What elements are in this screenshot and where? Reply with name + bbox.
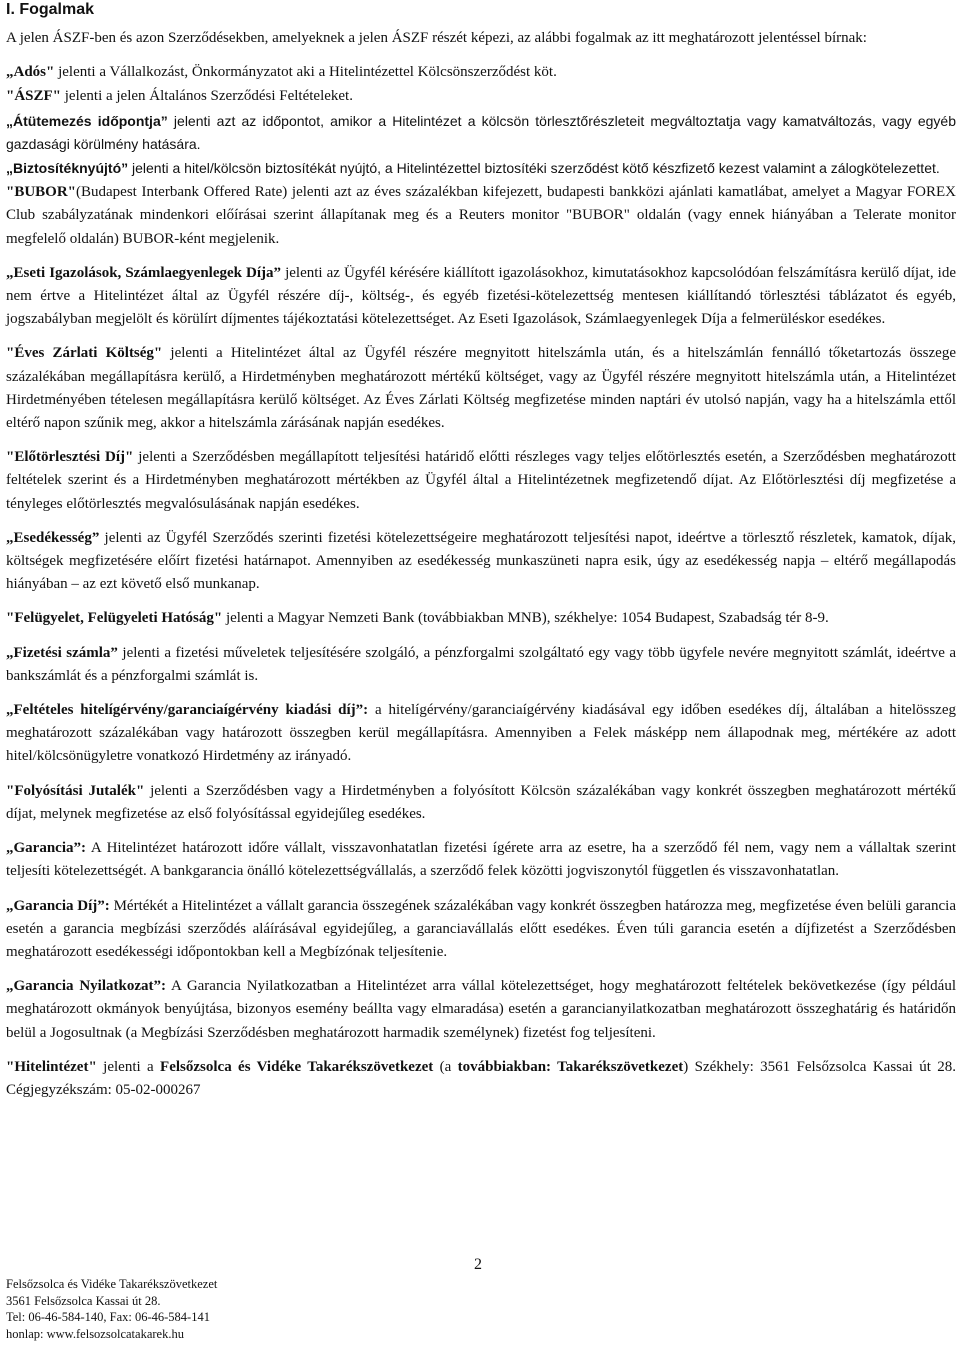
definition-term: „Átütemezés időpontja” [6,112,168,129]
definition-text: (a [433,1058,458,1075]
definition-text: jelenti a Vállalkozást, Önkormányzatot aki a Hitelintézettel Kölcsönszerződést köt. [54,64,557,81]
definition-eves [6,342,956,435]
definition-intro [6,27,956,50]
definition-term: "Éves Zárlati Költség" [6,345,163,362]
definition-term: „Biztosítéknyújtó” [6,160,129,177]
definition-hitelintezet [6,1056,956,1102]
definition-term: továbbiakban: Takarékszövetkezet [457,1058,684,1075]
definition-biztositeknyujto [6,157,956,180]
definition-text: A Hitelintézet határozott időre vállalt, visszavonhatatlan fizetési ígérete arra az esetre, ha a szerződő fél nem, vagy nem a vállaltak szerint teljesíti kötelezettségét. A bankgarancia önálló kötelezettségvállalás, a szerződő felek közötti jogviszonytól független és visszavonhatatlan. [6,840,956,880]
definition-text: jelenti a Magyar Nemzeti Bank (továbbiakban MNB), székhelye: 1054 Budapest, Szabadság tér 8-9. [222,610,829,627]
footer [6,1276,217,1342]
definitions-body [6,27,956,1113]
section-heading: I. Fogalmak [6,1,95,18]
definition-text: jelenti a [96,1058,161,1075]
definition-term: "ÁSZF" [6,88,61,105]
definition-term: Felsőzsolca és Vidéke Takarékszövetkezet [160,1058,434,1075]
definition-text: jelenti az Ügyfél kérésére kiállított igazolásokhoz, kimutatásokhoz kapcsolódóan felszámításra kerülő díjat, ide nem értve a Hitelintézet által az Ügyfél részére díj-, költség-, és egyéb fizetési-kötelezettség mentesen kiállítandó törlesztési táblázatot és egyéb, jogszabályban megjelölt és körülírt díjmentes tájékoztatási kötelezettséget. Az Eseti Igazolások, Számlaegyenlegek Díja a felmerüléskor esedékes. [6,264,956,328]
definition-elotorlesztesi [6,446,956,516]
definition-term: „Fizetési számla” [6,644,118,661]
definition-text: ) Székhely: 3561 Felsőzsolca Kassai út 28. Cégjegyzékszám: 05-02-000267 [6,1058,956,1098]
definition-garancia-nyilatkozat [6,975,956,1045]
definition-term: „Feltételes hitelígérvény/garanciaígérvény kiadási díj”: [6,702,369,719]
definition-text: jelenti a fizetési műveletek teljesítésére szolgáló, a pénzforgalmi szolgáltató egy vagy több ügyfele nevére megnyitott számlát, ideértve a bankszámlát és a pénzforgalmi számlát is. [6,644,956,684]
definition-text: jelenti azt az időpontot, amikor a Hitelintézet a kölcsön törlesztőrészleteit megváltoztatja vagy kamatváltozás, vagy egyéb gazdasági körülmény hatására. [6,112,956,152]
definition-garancia-dij [6,895,956,965]
definition-garancia [6,837,956,883]
definition-felteteles [6,699,956,769]
definition-text: jelenti a Szerződésben megállapított teljesítési határidő előtti részleges vagy teljes előtörlesztés esetén, a Szerződésben meghatározott feltételek szerint és a Hirdetményben meghatározott mértékben az Ügyfél által a Hitelintézetnek megfizetendő díjat. Az Előtörlesztési díj megfizetése a tényleges előtörlesztés megvalósulásának napján esedékes. [6,449,956,512]
definition-term: "Felügyelet, Felügyeleti Hatóság" [6,610,223,627]
definition-text: jelenti az Ügyfél Szerződés szerinti fizetési kötelezettségeire meghatározott teljesítési napot, ideértve a törlesztő részletek, kamatok, díjak, költségek megfizetésére előírt fizetési határnapot. Amennyiben az esedékesség munkaszüneti napra esik, úgy az esedékesség napja – eltérő megállapodás hiányában – az ezt követő első munkanap. [6,529,956,593]
definition-text: jelenti a Hitelintézet által az Ügyfél részére megnyitott hitelszámla után, és a hitelszámlán fennálló tőketartozás összege százalékában megállapításra kerülő, a Hirdetményben meghatározott mértékű költséget, vagy az Ügyfél részére megnyitott hitelszámla után, a Hitelintézet Hirdetményében tételesen megállapításra kerülő költséget. Az Éves Zárlati Költség megfizetése minden naptári év utolsó napján, vagy ha a hitelszámla ettől eltérő napon szűnik meg, akkor a hitelszámla zárásának napján esedékes. [6,345,956,432]
definition-text: A Garancia Nyilatkozatban a Hitelintézet arra vállal kötelezettséget, hogy meghatározott feltételek bekövetkezése (így például meghatározott okmányok benyújtása, bizonyos esemény beállta vagy elmaradása) esetén a garancianyilatkozatban meghatározott összeghatárig és határidőn belül a Jogosultnak (a Megbízási Szerződésben meghatározott harmadik személynek) fizetést fog teljesíteni. [6,978,956,1041]
definition-term: "BUBOR" [6,184,76,201]
footer-address: 3561 Felsőzsolca Kassai út 28. [6,1293,161,1308]
definition-text: jelenti a jelen Általános Szerződési Feltételeket. [61,88,353,105]
definition-ados [6,61,956,84]
definition-eseti [6,262,956,332]
definition-term: „Eseti Igazolások, Számlaegyenlegek Díja” [6,264,282,281]
definition-term: „Adós" [6,64,55,81]
definition-text: A jelen ÁSZF-ben és azon Szerződésekben, amelyeknek a jelen ÁSZF részét képezi, az alábbi fogalmak az itt meghatározott jelentéssel bírnak: [6,30,867,46]
definition-term: "Előtörlesztési Díj" [6,449,134,466]
footer-web: honlap: www.felsozsolcatakarek.hu [6,1326,184,1341]
definition-term: „Garancia Nyilatkozat”: [6,978,166,995]
definition-text: a hitelígérvény/garanciaígérvény kiadásával egy időben esedékes díj, általában a hitelösszeg meghatározott százalékában vagy határozott összegben kerül megállapításra. Amennyiben a Felek másképp nem állapodnak meg, mértékére az adott hitel/kölcsönügyletre vonatkozó Hirdetmény az irányadó. [6,702,956,765]
definition-esedekesseg [6,527,956,597]
definition-term: „Garancia Díj”: [6,897,110,914]
definition-text: Mértékét a Hitelintézet a vállalt garancia összegének százalékában vagy konkrét összegben határozza meg, megfizetése éven belüli garancia esetén a garancia megbízási szerződés aláírásával egyidejűleg, a garanciavállalás előtt esedékes. Éven túli garancia esetén a díjfizetést a Szerződésben meghatározott esedékességi időpontokban kell a Megbízónak teljesítenie. [6,897,956,960]
page-number: 2 [474,1256,482,1273]
definition-term: "Folyósítási Jutalék" [6,782,145,799]
definition-term: „Garancia”: [6,840,86,857]
definition-atutemezes [6,110,956,156]
definition-aszf [6,85,956,108]
definition-text: (Budapest Interbank Offered Rate) jelenti azt az éves százalékban kifejezett, budapesti bankközi ajánlati kamatlábat, amelyet a Magyar FOREX Club szabályzatának mindenkori előírásai szerint állapítanak meg és a Reuters monitor "BUBOR" oldalán (vagy ennek hiányában a Telerate monitor megfelelő oldalán) BUBOR-ként megjelenik. [6,184,956,247]
definition-text: jelenti a hitel/kölcsön biztosítékát nyújtó, a Hitelintézettel biztosítéki szerződést kötő készfizető kezest valamint a zálogkötelezettet. [128,160,940,177]
footer-phone: Tel: 06-46-584-140, Fax: 06-46-584-141 [6,1310,210,1324]
definition-folyositasi [6,780,956,826]
definition-bubor [6,181,956,251]
definition-term: "Hitelintézet" [6,1058,97,1075]
definition-felugyelet [6,607,956,630]
definition-text: jelenti a Szerződésben vagy a Hirdetményben a folyósított Kölcsön százalékában vagy konkrét összegben meghatározott mértékű díjat, melynek megfizetése az első folyósítással egyidejűleg esedékes. [6,782,956,822]
definition-fizetesi [6,642,956,688]
footer-org: Felsőzsolca és Vidéke Takarékszövetkezet [6,1277,218,1291]
definition-term: „Esedékesség” [6,529,100,546]
